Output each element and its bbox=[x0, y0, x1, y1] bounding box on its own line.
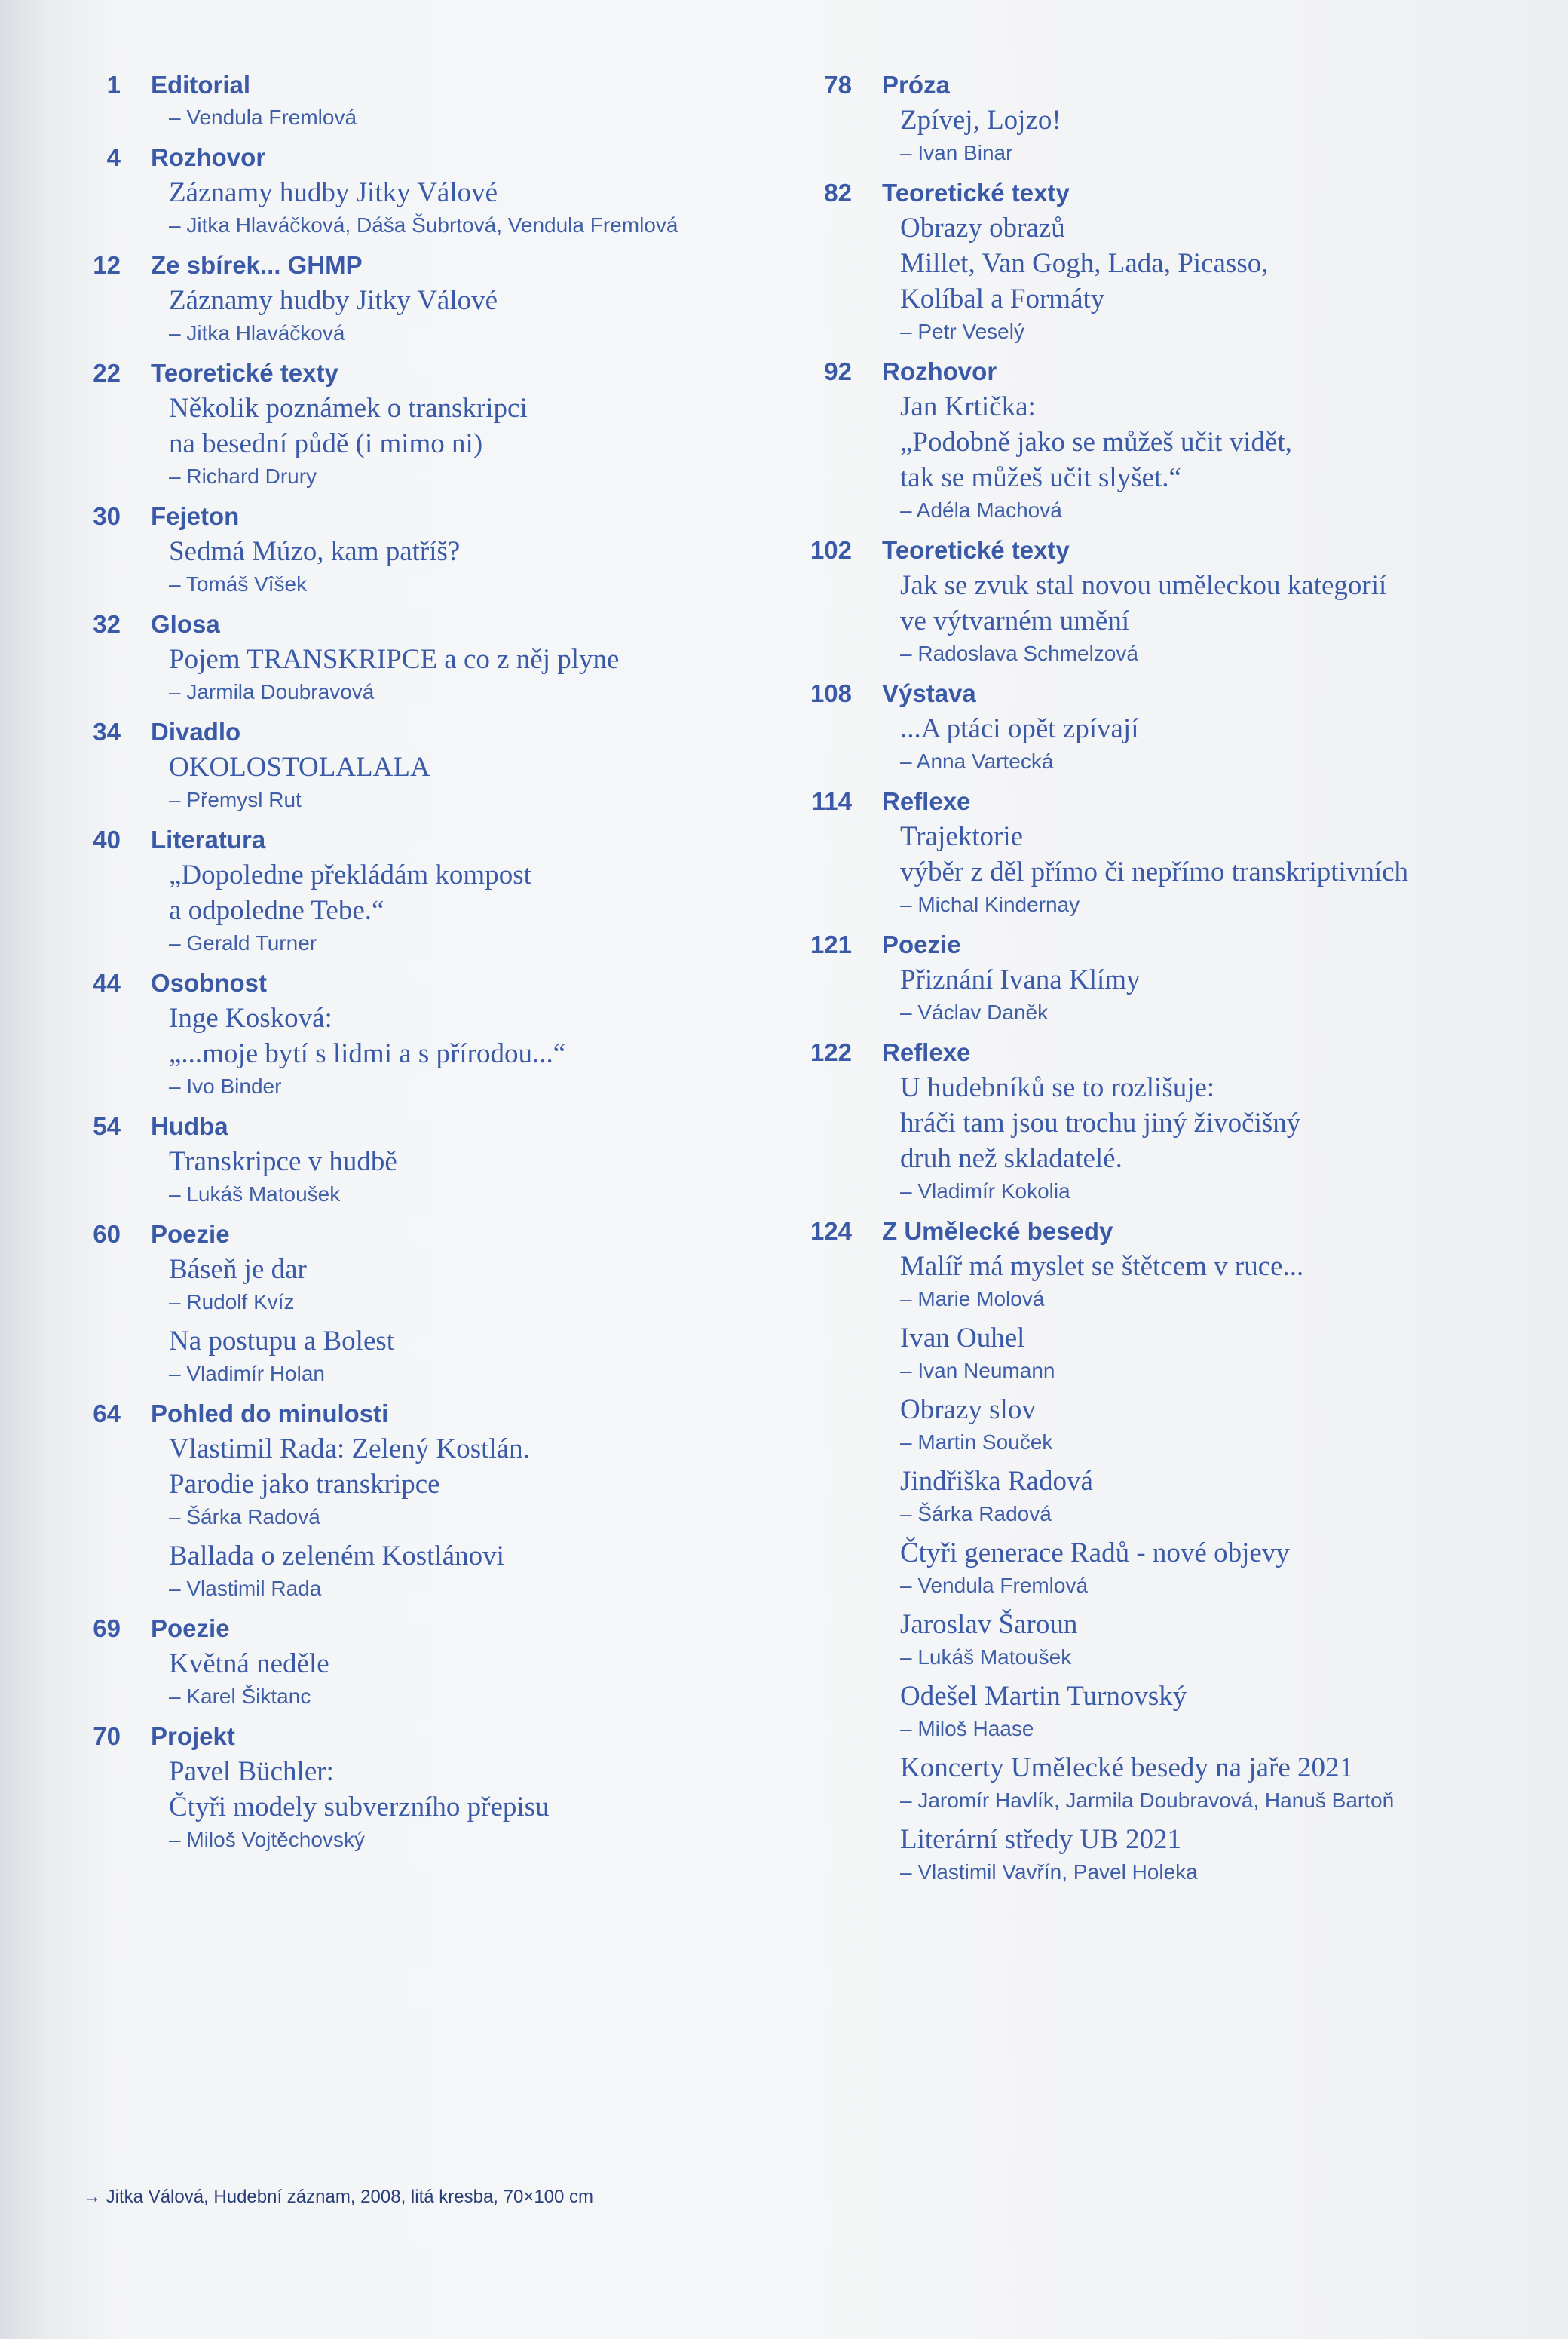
toc-entry bbox=[798, 927, 1551, 1028]
page-number: 69 bbox=[93, 1614, 121, 1642]
page-number: 70 bbox=[93, 1722, 121, 1750]
toc-entry bbox=[66, 68, 775, 133]
section-heading: Poezie bbox=[882, 930, 961, 958]
article-title: Báseň je dar bbox=[169, 1254, 307, 1285]
article-author: – Jaromír Havlík, Jarmila Doubravová, Hanuš Bartoň bbox=[900, 1789, 1395, 1812]
article-title: Několik poznámek o transkripci bbox=[169, 393, 528, 424]
article-author: – Richard Drury bbox=[169, 464, 317, 488]
section-heading: Fejeton bbox=[151, 502, 240, 530]
toc-entry bbox=[798, 533, 1551, 669]
page-number: 22 bbox=[93, 359, 121, 387]
article-title: Ivan Ouhel bbox=[900, 1323, 1025, 1353]
article-author: – Miloš Haase bbox=[900, 1717, 1034, 1740]
section-heading: Glosa bbox=[151, 610, 220, 638]
article-author: – Lukáš Matoušek bbox=[900, 1645, 1072, 1669]
toc-entry bbox=[66, 248, 775, 348]
page-number: 78 bbox=[824, 71, 852, 99]
article-author: – Tomáš Vîšek bbox=[169, 572, 308, 596]
article-author: – Šárka Radová bbox=[900, 1502, 1052, 1525]
section-heading: Divadlo bbox=[151, 718, 241, 746]
article-author: – Jarmila Doubravová bbox=[169, 680, 375, 704]
page-number: 54 bbox=[93, 1112, 121, 1140]
article-author: – Miloš Vojtěchovský bbox=[169, 1828, 365, 1851]
section-heading: Rozhovor bbox=[151, 143, 266, 171]
article-item bbox=[151, 175, 775, 241]
article-item bbox=[882, 103, 1551, 168]
section-heading: Editorial bbox=[151, 71, 251, 99]
article-title: ve výtvarném umění bbox=[900, 605, 1130, 636]
toc-entry bbox=[66, 1611, 775, 1712]
article-title: Sedmá Múzo, kam patříš? bbox=[169, 536, 461, 567]
article-author: – Jitka Hlaváčková, Dáša Šubrtová, Vendula Fremlová bbox=[169, 213, 678, 237]
article-item bbox=[882, 711, 1551, 777]
page-number: 4 bbox=[106, 143, 121, 171]
article-item bbox=[882, 1607, 1551, 1672]
page-number: 64 bbox=[93, 1399, 121, 1427]
toc-entry bbox=[798, 676, 1551, 777]
article-item bbox=[151, 1538, 775, 1604]
article-title: OKOLOSTOLALALA bbox=[169, 752, 430, 783]
section-heading: Teoretické texty bbox=[882, 179, 1070, 207]
article-title: ...A ptáci opět zpívají bbox=[900, 713, 1139, 744]
article-title: Záznamy hudby Jitky Válové bbox=[169, 177, 498, 208]
toc-left-column bbox=[66, 68, 775, 1862]
article-item bbox=[151, 1431, 775, 1532]
section-heading: Poezie bbox=[151, 1614, 230, 1642]
article-title: Pojem TRANSKRIPCE a co z něj plyne bbox=[169, 644, 620, 675]
article-author: – Přemysl Rut bbox=[169, 788, 302, 811]
section-heading: Teoretické texty bbox=[882, 536, 1070, 564]
article-item bbox=[151, 1252, 775, 1317]
article-item bbox=[882, 1822, 1551, 1887]
page-number: 108 bbox=[810, 679, 852, 707]
article-author: – Jitka Hlaváčková bbox=[169, 321, 345, 345]
section-heading: Reflexe bbox=[882, 787, 971, 815]
article-title: výběr z děl přímo či nepřímo transkriptivních bbox=[900, 857, 1409, 887]
article-title: Inge Kosková: bbox=[169, 1003, 332, 1034]
article-title: Jak se zvuk stal novou uměleckou kategorií bbox=[900, 570, 1387, 601]
toc-entry bbox=[798, 354, 1551, 526]
image-caption: → Jitka Válová, Hudební záznam, 2008, litá kresba, 70×100 cm bbox=[83, 2187, 594, 2207]
article-title: Na postupu a Bolest bbox=[169, 1326, 395, 1356]
toc-entry bbox=[66, 1217, 775, 1389]
article-item bbox=[151, 1754, 775, 1855]
section-heading: Osobnost bbox=[151, 969, 267, 997]
toc-right-column bbox=[798, 68, 1551, 1895]
article-author: – Anna Vartecká bbox=[900, 750, 1054, 773]
page-number: 40 bbox=[93, 826, 121, 854]
article-author: – Michal Kindernay bbox=[900, 893, 1080, 916]
article-item bbox=[882, 962, 1551, 1028]
article-author: – Ivan Neumann bbox=[900, 1359, 1055, 1382]
page-number: 60 bbox=[93, 1220, 121, 1248]
article-item bbox=[151, 103, 775, 133]
article-item bbox=[882, 1070, 1551, 1206]
article-item bbox=[882, 819, 1551, 920]
section-heading: Projekt bbox=[151, 1722, 235, 1750]
page-number: 122 bbox=[810, 1038, 852, 1066]
article-author: – Adéla Machová bbox=[900, 498, 1062, 522]
article-author: – Václav Daněk bbox=[900, 1001, 1049, 1024]
article-item bbox=[882, 1678, 1551, 1744]
article-item bbox=[151, 642, 775, 707]
page-number: 32 bbox=[93, 610, 121, 638]
page-number: 34 bbox=[93, 718, 121, 746]
article-author: – Vlastimil Rada bbox=[169, 1577, 322, 1600]
article-item bbox=[882, 1320, 1551, 1386]
article-title: Přiznání Ivana Klímy bbox=[900, 964, 1141, 995]
article-title: Zpívej, Lojzo! bbox=[900, 105, 1061, 136]
article-item bbox=[882, 1249, 1551, 1314]
article-item bbox=[151, 750, 775, 815]
article-title: Trajektorie bbox=[900, 821, 1024, 852]
page-number: 12 bbox=[93, 251, 121, 279]
article-author: – Martin Souček bbox=[900, 1430, 1053, 1454]
article-title: Čtyři generace Radů - nové objevy bbox=[900, 1537, 1290, 1568]
section-heading: Ze sbírek... GHMP bbox=[151, 251, 363, 279]
article-author: – Rudolf Kvíz bbox=[169, 1290, 295, 1314]
page-number: 114 bbox=[811, 787, 852, 815]
article-author: – Radoslava Schmelzová bbox=[900, 642, 1138, 665]
section-heading: Rozhovor bbox=[882, 357, 997, 385]
toc-entry bbox=[66, 966, 775, 1102]
article-item bbox=[151, 534, 775, 599]
article-title: Millet, Van Gogh, Lada, Picasso, bbox=[900, 248, 1269, 279]
article-item bbox=[882, 210, 1551, 347]
article-title: Odešel Martin Turnovský bbox=[900, 1681, 1187, 1712]
article-author: – Vendula Fremlová bbox=[169, 106, 357, 129]
article-item bbox=[882, 1392, 1551, 1458]
page-number: 121 bbox=[810, 930, 852, 958]
article-title: Čtyři modely subverzního přepisu bbox=[169, 1792, 550, 1822]
article-item bbox=[151, 391, 775, 492]
article-item bbox=[882, 1464, 1551, 1529]
article-item bbox=[151, 857, 775, 958]
article-title: Pavel Büchler: bbox=[169, 1756, 334, 1787]
toc-entry bbox=[66, 823, 775, 958]
toc-entry bbox=[66, 356, 775, 492]
article-author: – Karel Šiktanc bbox=[169, 1685, 311, 1708]
section-heading: Výstava bbox=[882, 679, 976, 707]
page-number: 102 bbox=[810, 536, 852, 564]
section-heading: Pohled do minulosti bbox=[151, 1399, 389, 1427]
article-author: – Vladimír Kokolia bbox=[900, 1179, 1070, 1203]
article-author: – Ivan Binar bbox=[900, 141, 1013, 164]
article-title: Jan Krtička: bbox=[900, 391, 1036, 422]
article-title: Obrazy slov bbox=[900, 1394, 1036, 1425]
article-title: hráči tam jsou trochu jiný živočišný bbox=[900, 1108, 1301, 1139]
article-item bbox=[151, 283, 775, 348]
article-author: – Ivo Binder bbox=[169, 1074, 282, 1098]
article-title: Obrazy obrazů bbox=[900, 213, 1065, 244]
page-number: 30 bbox=[93, 502, 121, 530]
article-author: – Lukáš Matoušek bbox=[169, 1182, 341, 1206]
article-author: – Šárka Radová bbox=[169, 1505, 320, 1528]
article-title: tak se můžeš učit slyšet.“ bbox=[900, 462, 1181, 493]
article-item bbox=[882, 1750, 1551, 1816]
toc-entry bbox=[798, 68, 1551, 168]
article-item bbox=[151, 1323, 775, 1389]
section-heading: Poezie bbox=[151, 1220, 230, 1248]
article-item bbox=[882, 389, 1551, 526]
article-title: druh než skladatelé. bbox=[900, 1143, 1122, 1174]
article-title: Malíř má myslet se štětcem v ruce... bbox=[900, 1251, 1304, 1282]
article-title: Koncerty Umělecké besedy na jaře 2021 bbox=[900, 1752, 1353, 1783]
section-heading: Reflexe bbox=[882, 1038, 971, 1066]
article-title: a odpoledne Tebe.“ bbox=[169, 895, 384, 926]
toc-entry bbox=[798, 1035, 1551, 1206]
article-title: na besední půdě (i mimo ni) bbox=[169, 428, 483, 459]
toc-entry bbox=[66, 607, 775, 707]
page-number: 92 bbox=[824, 357, 852, 385]
toc-entry bbox=[798, 784, 1551, 920]
article-item bbox=[151, 1646, 775, 1712]
page-number: 82 bbox=[824, 179, 852, 207]
section-heading: Hudba bbox=[151, 1112, 228, 1140]
toc-entry bbox=[66, 1109, 775, 1209]
article-title: Transkripce v hudbě bbox=[169, 1146, 397, 1177]
article-title: Parodie jako transkripce bbox=[169, 1469, 440, 1500]
toc-entry bbox=[66, 140, 775, 241]
article-title: „Dopoledne překládám kompost bbox=[169, 860, 531, 891]
article-title: Záznamy hudby Jitky Válové bbox=[169, 285, 498, 316]
toc-entry bbox=[66, 1396, 775, 1604]
section-heading: Teoretické texty bbox=[151, 359, 338, 387]
article-item bbox=[882, 1535, 1551, 1601]
article-author: – Petr Veselý bbox=[900, 320, 1024, 343]
toc-entry bbox=[798, 176, 1551, 347]
section-heading: Literatura bbox=[151, 826, 266, 854]
article-title: Květná neděle bbox=[169, 1648, 329, 1679]
toc-entry bbox=[66, 499, 775, 599]
section-heading: Z Umělecké besedy bbox=[882, 1217, 1113, 1245]
article-author: – Vladimír Holan bbox=[169, 1362, 325, 1385]
article-title: Literární středy UB 2021 bbox=[900, 1824, 1181, 1855]
article-title: U hudebníků se to rozlišuje: bbox=[900, 1072, 1215, 1103]
article-title: Jindřiška Radová bbox=[900, 1466, 1093, 1497]
article-author: – Marie Molová bbox=[900, 1287, 1045, 1311]
article-title: Vlastimil Rada: Zelený Kostlán. bbox=[169, 1433, 530, 1464]
page-number: 44 bbox=[93, 969, 121, 997]
section-heading: Próza bbox=[882, 71, 950, 99]
article-item bbox=[151, 1001, 775, 1102]
article-author: – Vendula Fremlová bbox=[900, 1574, 1089, 1597]
page-number: 1 bbox=[106, 71, 121, 99]
article-title: Jaroslav Šaroun bbox=[900, 1609, 1078, 1640]
article-author: – Gerald Turner bbox=[169, 931, 317, 955]
article-item bbox=[151, 1144, 775, 1209]
page-number: 124 bbox=[810, 1217, 852, 1245]
article-title: Ballada o zeleném Kostlánovi bbox=[169, 1540, 504, 1571]
article-item bbox=[882, 568, 1551, 669]
article-title: Kolíbal a Formáty bbox=[900, 284, 1105, 314]
article-title: „Podobně jako se můžeš učit vidět, bbox=[900, 427, 1292, 458]
article-author: – Vlastimil Vavřín, Pavel Holeka bbox=[900, 1860, 1198, 1884]
toc-entry bbox=[66, 1719, 775, 1855]
article-title: „...moje bytí s lidmi a s přírodou...“ bbox=[169, 1038, 566, 1069]
toc-entry bbox=[798, 1214, 1551, 1887]
toc-entry bbox=[66, 715, 775, 815]
